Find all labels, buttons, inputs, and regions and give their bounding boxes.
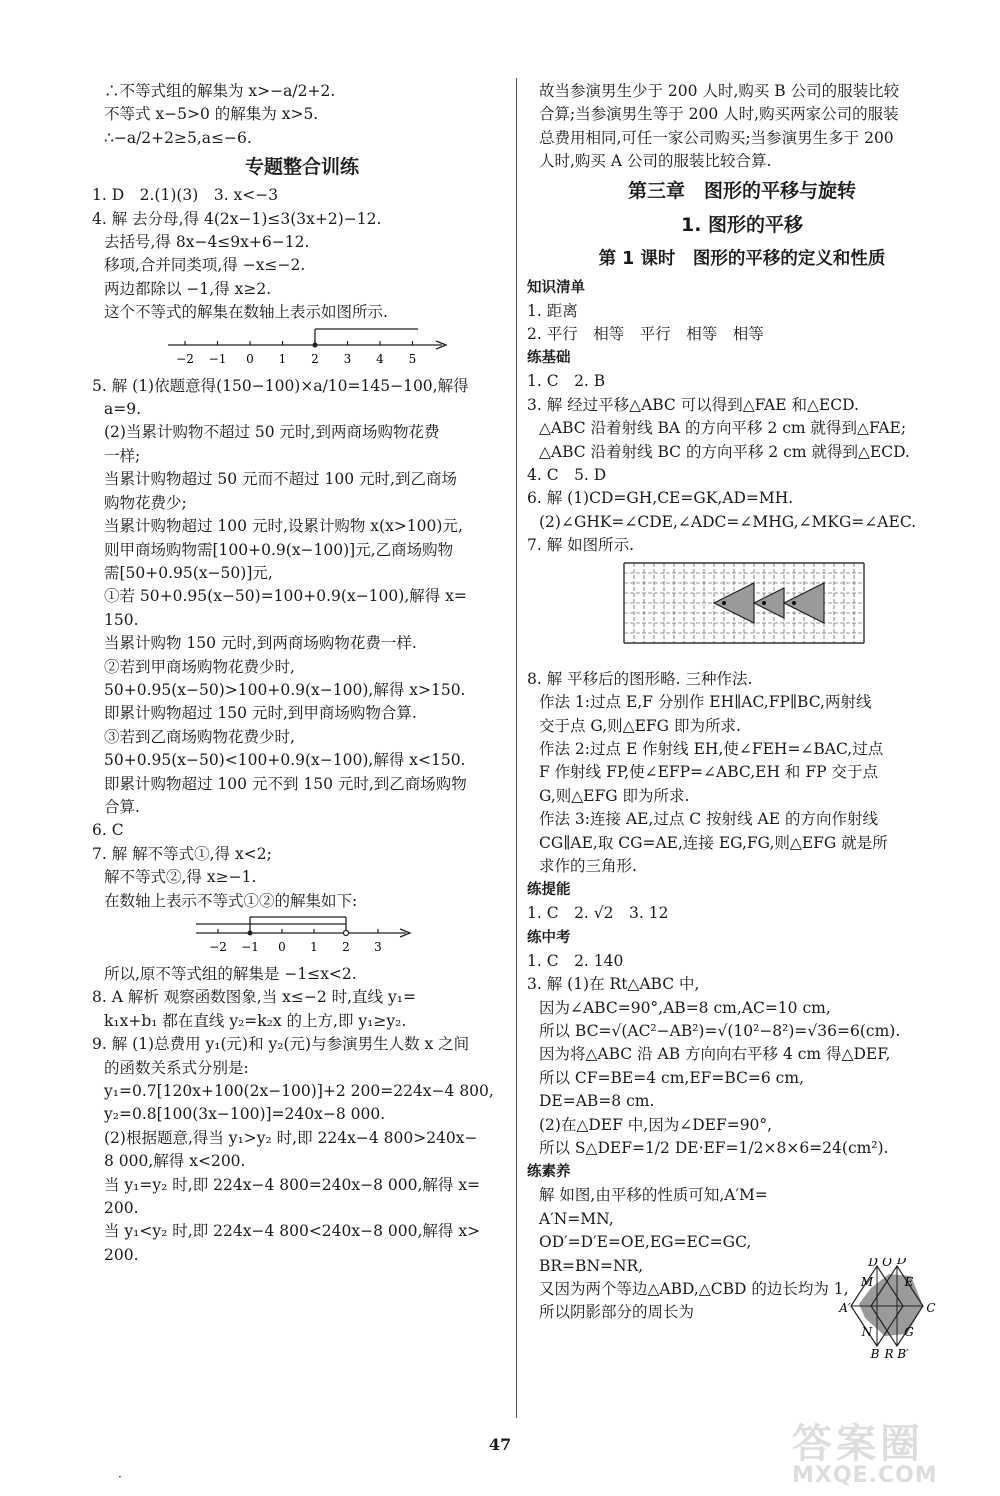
subsection-label: 练基础: [527, 350, 571, 367]
text-line: 150.: [104, 610, 139, 629]
text-line: 作法 1:过点 E,F 分别作 EH∥AC,FP∥BC,两射线: [539, 693, 872, 712]
text-line: 这个不等式的解集在数轴上表示如图所示.: [104, 303, 388, 322]
text-line: 因为∠ABC=90°,AB=8 cm,AC=10 cm,: [539, 998, 831, 1017]
text-line: F 作射线 FP,使∠EFP=∠ABC,EH 和 FP 交于点: [539, 763, 878, 782]
stray-dot: ·: [118, 1470, 122, 1484]
watermark-top: 答案圈: [792, 1421, 924, 1467]
section-heading: 1. 图形的平移: [680, 213, 804, 236]
text-line: A′N=MN,: [539, 1209, 614, 1228]
text-line: ②若到甲商场购物花费少时,: [104, 657, 295, 676]
tick-label: −1: [241, 940, 259, 954]
tick-label: −2: [209, 940, 227, 954]
subsection-label: 知识清单: [527, 279, 585, 296]
text-line: 人时,购买 A 公司的服装比较合算.: [539, 152, 772, 171]
tick-label: −2: [176, 351, 194, 366]
text-line: ①若 50+0.95(x−50)=100+0.9(x−100),解得 x=: [104, 587, 467, 606]
section-heading: 专题整合训练: [244, 156, 359, 179]
text-line: a=9.: [104, 400, 142, 419]
translation-grid-figure: [527, 558, 957, 668]
text-line: 4. C 5. D: [527, 466, 607, 485]
text-line: (2)∠GHK=∠CDE,∠ADC=∠MHG,∠MKG=∠AEC.: [539, 512, 917, 531]
point-label: D′: [896, 1258, 910, 1267]
text-line: 8. 解 平移后的图形略. 三种作法.: [527, 669, 753, 688]
shape-triangle: [754, 588, 784, 618]
tick-label: 0: [246, 351, 254, 366]
text-line: y₁=0.7[120x+100(2x−100)]+2 200=224x−4 800,: [104, 1082, 494, 1101]
text-line: 5. 解 (1)依题意得(150−100)×a/10=145−100,解得: [92, 376, 469, 395]
text-line: 当累计购物 150 元时,到两商场购物花费一样.: [104, 634, 417, 653]
text-line: 所以 BC=√(AC²−AB²)=√(10²−8²)=√36=6(cm).: [539, 1021, 901, 1040]
text-line: y₂=0.8[100(3x−100)]=240x−8 000.: [104, 1105, 386, 1124]
text-line: 8. A 解析 观察函数图象,当 x≤−2 时,直线 y₁=: [92, 988, 416, 1007]
text-line: 200.: [104, 1199, 139, 1218]
text-line: 作法 3:连接 AE,过点 C 按射线 AE 的方向作射线: [539, 810, 878, 829]
tick-label: 2: [342, 940, 350, 954]
watermark: [792, 1412, 992, 1492]
text-line: 1. C 2. 140: [527, 951, 624, 970]
subsection-label: 练中考: [527, 929, 571, 946]
tick-label: 5: [408, 351, 417, 366]
subsection-label: 练素养: [527, 1164, 571, 1181]
text-line: 6. 解 (1)CD=GH,CE=GK,AD=MH.: [527, 489, 794, 508]
text-line: k₁x+b₁ 都在直线 y₂=k₂x 的上方,即 y₁≥y₂.: [104, 1011, 407, 1030]
text-line: 总费用相同,可任一家公司购买;当参演男生多于 200: [539, 128, 894, 147]
left-column: [92, 80, 512, 1267]
text-line: 1. 距离: [527, 301, 578, 320]
text-line: (2)在△DEF 中,因为∠DEF=90°,: [539, 1115, 773, 1134]
text-line: 又因为两个等边△ABD,△CBD 的边长均为 1,: [539, 1280, 849, 1299]
text-line: 移项,合并同类项,得 −x≤−2.: [104, 256, 306, 275]
point-label: G: [904, 1325, 914, 1339]
tick-label: −1: [208, 351, 227, 366]
text-line: 4. 解 去分母,得 4(2x−1)≤3(3x+2)−12.: [92, 209, 382, 228]
text-line: DE=AB=8 cm.: [539, 1092, 655, 1111]
text-line: 当累计购物超过 100 元时,设累计购物 x(x>100)元,: [104, 517, 463, 536]
text-line: 解 如图,由平移的性质可知,A′M=: [539, 1186, 768, 1205]
point-label: N: [861, 1325, 873, 1339]
text-line: 即累计购物超过 100 元不到 150 元时,到乙商场购物: [104, 774, 467, 793]
text-line: 所以阴影部分的周长为: [539, 1303, 695, 1322]
page-number: 47: [488, 1435, 512, 1454]
tick-label: 3: [374, 940, 382, 954]
point-label: D: [868, 1258, 878, 1269]
point-label: B: [870, 1347, 880, 1358]
text-line: 则甲商场购物需[100+0.9(x−100)]元,乙商场购物: [104, 540, 454, 559]
text-line: 所以 CF=BE=4 cm,EF=BC=6 cm,: [539, 1068, 804, 1087]
text-line: 两边都除以 −1,得 x≥2.: [104, 279, 272, 298]
text-line: 1. C 2. B: [527, 372, 606, 391]
text-line: CG∥AE,取 CG=AE,连接 EG,FG,则△EFG 就是所: [539, 833, 888, 852]
text-line: 50+0.95(x−50)>100+0.9(x−100),解得 x>150.: [104, 680, 466, 699]
text-line: 9. 解 (1)总费用 y₁(元)和 y₂(元)与参演男生人数 x 之间: [92, 1035, 470, 1054]
text-line: 故当参演男生少于 200 人时,购买 B 公司的服装比较: [539, 82, 900, 100]
text-line: G,则△EFG 即为所求.: [539, 786, 690, 805]
text-line: 合算.: [104, 797, 140, 816]
point-label: O: [882, 1258, 892, 1269]
text-line: 50+0.95(x−50)<100+0.9(x−100),解得 x<150.: [104, 751, 466, 770]
point-label: C: [926, 1301, 936, 1315]
text-line: (2)当累计购物不超过 50 元时,到两商场购物花费: [104, 423, 440, 442]
text-line: 2. 平行 相等 平行 相等 相等: [527, 325, 764, 344]
number-line-figure-2: [92, 913, 512, 963]
text-line: 需[50+0.95(x−50)]元,: [104, 563, 273, 582]
text-line: △ABC 沿着射线 BA 的方向平移 2 cm 就得到△FAE;: [539, 419, 907, 438]
text-line: 因为将△ABC 沿 AB 方向向右平移 4 cm 得△DEF,: [539, 1045, 891, 1064]
text-line: △ABC 沿着射线 BC 的方向平移 2 cm 就得到△ECD.: [539, 442, 910, 461]
text-line: 即累计购物超过 150 元时,到甲商场购物合算.: [104, 704, 417, 723]
text-line: 不等式 x−5>0 的解集为 x>5.: [104, 105, 319, 124]
text-line: 当 y₁<y₂ 时,即 224x−4 800<240x−8 000,解得 x>: [104, 1222, 481, 1241]
text-line: 1. C 2. √2 3. 12: [527, 904, 669, 923]
text-line: 求作的三角形.: [539, 856, 637, 875]
text-line: 当 y₁=y₂ 时,即 224x−4 800=240x−8 000,解得 x=: [104, 1175, 481, 1194]
number-line: [196, 913, 412, 957]
tick-label: 2: [311, 351, 319, 366]
text-line: 购物花费少;: [104, 493, 187, 512]
subsection-label: 练提能: [527, 882, 571, 899]
point-label: A′: [839, 1301, 851, 1315]
text-line: 200.: [104, 1245, 139, 1264]
point-label: B′: [897, 1347, 909, 1358]
text-line: 一样;: [104, 446, 141, 465]
text-line: BR=BN=NR,: [539, 1256, 644, 1275]
number-line: [168, 325, 448, 369]
text-line: ∴不等式组的解集为 x>−a/2+2.: [104, 82, 336, 100]
hexagon-figure: [837, 1258, 949, 1362]
text-line: 8 000,解得 x<200.: [104, 1152, 246, 1171]
text-line: 7. 解 解不等式①,得 x<2;: [92, 844, 272, 863]
text-line: 合算;当参演男生等于 200 人时,购买两家公司的服装: [539, 105, 899, 124]
number-line-figure-1: [92, 325, 512, 375]
lesson-heading: 第 1 课时 图形的平移的定义和性质: [598, 248, 886, 269]
right-column: [527, 80, 957, 1358]
text-line: 7. 解 如图所示.: [527, 536, 635, 555]
text-line: 3. 解 经过平移△ABC 可以得到△FAE 和△ECD.: [527, 395, 859, 414]
text-line: 1. D 2.(1)(3) 3. x<−3: [92, 186, 279, 205]
point-label: M: [860, 1275, 874, 1289]
text-line: 所以 S△DEF=1/2 DE·EF=1/2×8×6=24(cm²).: [539, 1139, 889, 1157]
tick-label: 1: [310, 940, 318, 954]
text-line: 的函数关系式分别是:: [104, 1058, 249, 1077]
text-line: 作法 2:过点 E 作射线 EH,使∠FEH=∠BAC,过点: [539, 739, 884, 758]
point-label: R: [884, 1347, 894, 1358]
text-line: ∴−a/2+2≥5,a≤−6.: [104, 128, 252, 147]
text-line: 交于点 G,则△EFG 即为所求.: [539, 716, 741, 735]
point-label: E: [904, 1275, 914, 1289]
grid-svg: [623, 562, 865, 644]
text-line: 当累计购物超过 50 元而不超过 100 元时,到乙商场: [104, 470, 457, 489]
tick-label: 4: [376, 351, 384, 366]
text-line: (2)根据题意,得当 y₁>y₂ 时,即 224x−4 800>240x−: [104, 1128, 478, 1147]
tick-label: 1: [278, 351, 287, 366]
text-line: 解不等式②,得 x≥−1.: [104, 868, 257, 887]
text-line: 3. 解 (1)在 Rt△ABC 中,: [527, 975, 700, 994]
tick-label: 3: [343, 351, 352, 366]
tick-label: 0: [278, 940, 286, 954]
text-line: ③若到乙商场购物花费少时,: [104, 727, 295, 746]
text-line: 在数轴上表示不等式①②的解集如下:: [104, 891, 358, 910]
text-line: 去括号,得 8x−4≤9x+6−12.: [104, 233, 310, 252]
hexagon-svg: [837, 1258, 949, 1358]
text-line: OD′=D′E=OE,EG=EC=GC,: [539, 1233, 752, 1252]
column-divider: [516, 78, 517, 1418]
watermark-bottom: MXQE.COM: [792, 1463, 938, 1488]
text-line: 6. C: [92, 821, 124, 840]
text-line: 所以,原不等式组的解集是 −1≤x<2.: [104, 965, 357, 983]
section-heading: 第三章 图形的平移与旋转: [627, 179, 856, 202]
